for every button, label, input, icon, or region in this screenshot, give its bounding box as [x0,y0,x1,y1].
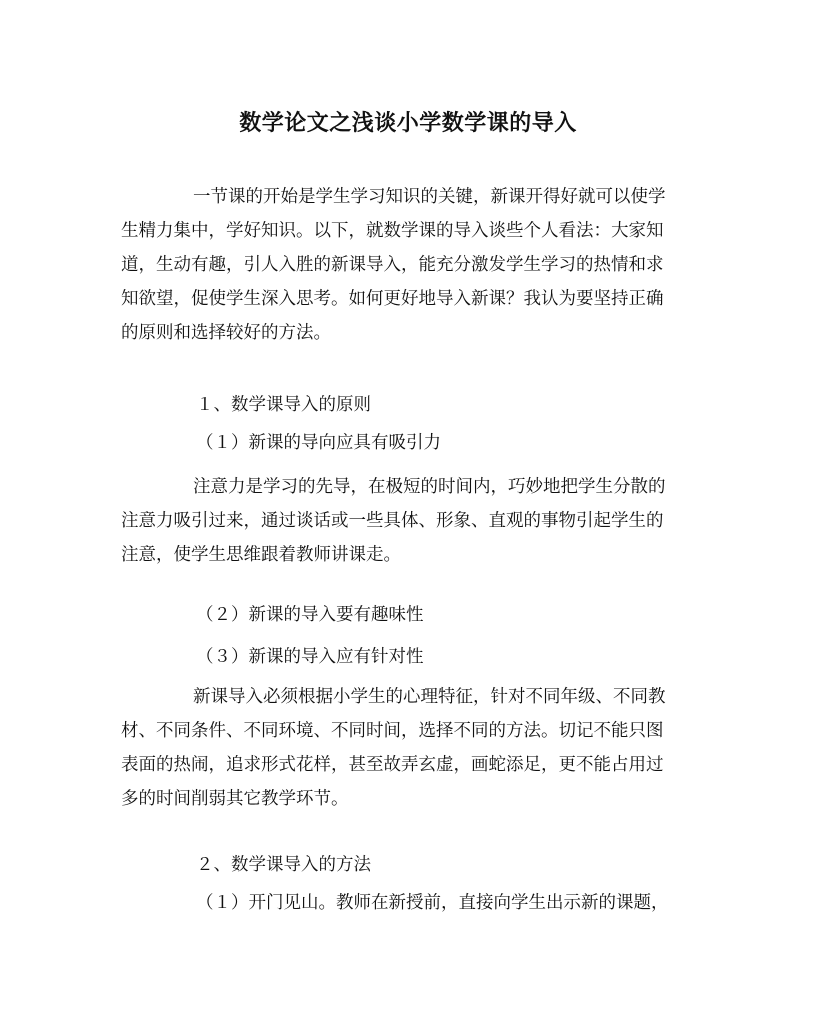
section-heading-principles: １、数学课导入的原则 [196,395,371,415]
subheading-interest: （２）新课的导入要有趣味性 [196,605,424,625]
paragraph-line: 一节课的开始是学生学习知识的关键，新课开得好就可以使学 [193,187,666,207]
paragraph-line: 新课导入必须根据小学生的心理特征，针对不同年级、不同教 [193,687,666,707]
paragraph-line: 的原则和选择较好的方法。 [121,323,331,343]
document-title: 数学论文之浅谈小学数学课的导入 [239,110,577,136]
paragraph-intro [121,180,697,350]
paragraph-line: 材、不同条件、不同环境、不同时间，选择不同的方法。切记不能只图 [121,721,664,741]
paragraph-line: 知欲望，促使学生深入思考。如何更好地导入新课？我认为要坚持正确 [121,289,664,309]
paragraph-line: 生精力集中，学好知识。以下，就数学课的导入谈些个人看法：大家知 [121,221,664,241]
paragraph-line: 注意，使学生思维跟着教师讲课走。 [121,545,401,565]
paragraph-pertinence [121,680,697,816]
paragraph-line: （１）开门见山。教师在新授前，直接向学生出示新的课题， [196,893,669,913]
paragraph-line: 表面的热闹，追求形式花样，甚至故弄玄虚，画蛇添足，更不能占用过 [121,755,664,775]
paragraph-line: 注意力吸引过来，通过谈话或一些具体、形象、直观的事物引起学生的 [121,511,664,531]
paragraph-line: 多的时间削弱其它教学环节。 [121,789,349,809]
paragraph-method-direct [196,886,697,920]
section-heading-methods: ２、数学课导入的方法 [196,855,371,875]
paragraph-attention [121,470,697,572]
paragraph-line: 道，生动有趣，引人入胜的新课导入，能充分激发学生学习的热情和求 [121,255,664,275]
subheading-pertinence: （３）新课的导入应有针对性 [196,647,424,667]
paragraph-line: 注意力是学习的先导，在极短的时间内，巧妙地把学生分散的 [193,477,666,497]
subheading-attraction: （１）新课的导向应具有吸引力 [196,433,441,453]
